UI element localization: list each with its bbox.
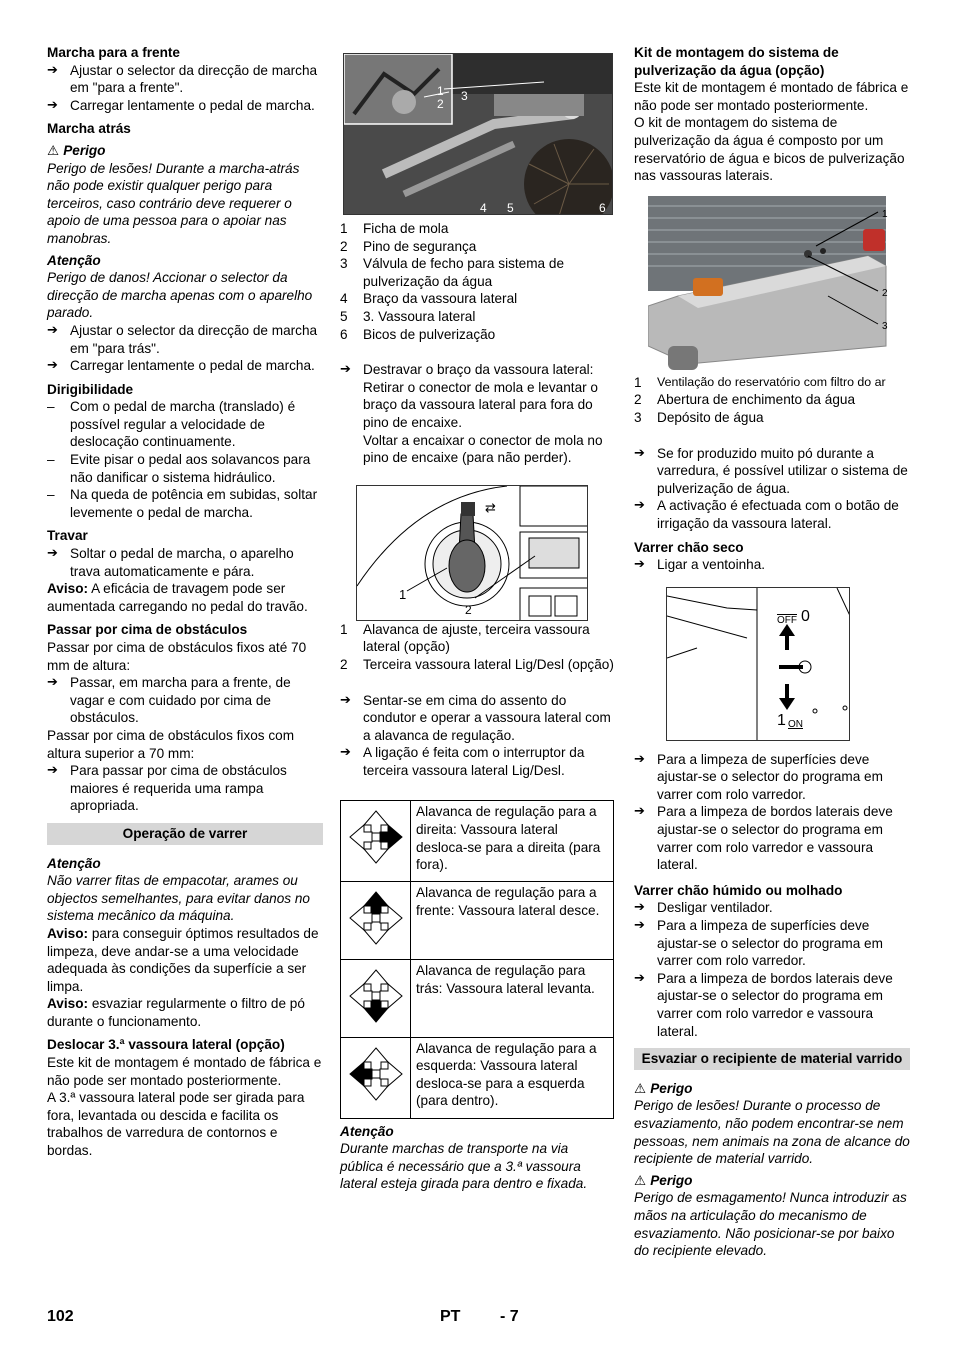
step-continuation: Voltar a encaixar o conector de mola no pino de encaixe (para não perder). xyxy=(363,432,603,466)
callout-1: 1 xyxy=(882,208,888,220)
heading-marcha-frente: Marcha para a frente xyxy=(47,45,180,60)
callout-5: 5 xyxy=(507,201,514,215)
heading-dirigibilidade: Dirigibilidade xyxy=(47,381,134,397)
legend-item: 2 Pino de segurança xyxy=(340,238,477,254)
step: ➔ Carregar lentamente o pedal de marcha. xyxy=(47,97,323,115)
table-cell: Alavanca de regulação para trás: Vassoura lateral levanta. xyxy=(411,960,614,1038)
step: ➔ Para a limpeza de superfícies deve ajustar-se o selector do programa em varrer com rolo varredor. xyxy=(634,751,910,804)
arrow-down xyxy=(364,922,388,944)
callout-1: 1 xyxy=(437,84,444,98)
on-label: ON xyxy=(788,718,803,730)
legend-item: 1 Ventilação do reservatório com filtro do ar xyxy=(634,374,886,390)
heading-chao-seco: Varrer chão seco xyxy=(634,539,744,555)
arrow-up xyxy=(364,970,388,992)
step: ➔ Para a limpeza de superfícies deve ajustar-se o selector do programa em varrer com rolo varredor. xyxy=(634,917,910,970)
step: ➔ Para a limpeza de bordos laterais deve ajustar-se o selector do programa em varrer com rolo varredor e vassoura lateral. xyxy=(634,970,910,1040)
heading-marcha-tras: Marcha atrás xyxy=(47,121,131,137)
arrow-left xyxy=(350,984,372,1008)
section-title-operacao: Operação de varrer xyxy=(47,823,323,845)
list-item: – Com o pedal de marcha (translado) é possível regular a velocidade de deslocação continuamente. xyxy=(47,398,323,451)
arrow-down xyxy=(364,1078,388,1100)
step: ➔ Ajustar o selector da direcção de marcha em "para trás". xyxy=(47,322,323,357)
step: ➔ Ajustar o selector da direcção de marcha em "para a frente". xyxy=(47,62,323,97)
off-zero-label: 0 xyxy=(801,607,810,625)
table-cell: Alavanca de regulação para a direita: Vassoura lateral desloca-se para a direita (para fora). xyxy=(411,801,614,882)
step: ➔ A ligação é feita com o interruptor da terceira vassoura lateral Lig/Desl. xyxy=(340,744,614,779)
arrow-up xyxy=(364,811,388,833)
heading-deslocar: Deslocar 3.ª vassoura lateral (opção) xyxy=(47,1037,285,1053)
perigo-text: Perigo de lesões! Durante o processo de esvaziamento, não podem encontrar-se nem pessoas, nem animais na zona de alcance do recipiente de material varrido. xyxy=(634,1098,910,1167)
heading-travar: Travar xyxy=(47,528,88,544)
aviso: Aviso: esvaziar regularmente o filtro de pó durante o funcionamento. xyxy=(47,996,305,1029)
photo-side-brush-mechanism xyxy=(343,53,613,215)
lever-direction-table xyxy=(340,800,614,1118)
column-right xyxy=(634,44,910,1260)
step: ➔ Ligar a ventoinha. xyxy=(634,556,910,574)
column-middle xyxy=(340,44,614,1193)
atencao-text: Não varrer fitas de empacotar, arames ou objectos semelhantes, para evitar danos no sistema mecânico da máquina. xyxy=(47,873,310,924)
arrow-down xyxy=(364,1000,388,1022)
arrow-up xyxy=(364,892,388,914)
warning-icon: ⚠ xyxy=(634,1172,647,1188)
photo-side-brush-illustration xyxy=(344,54,613,215)
fan-switch-illustration xyxy=(667,588,850,741)
arrow-cross-right-icon xyxy=(341,801,411,882)
legend-item: 1 Ficha de mola xyxy=(340,221,449,236)
perigo-text: Perigo de esmagamento! Nunca introduzir as mãos na articulação do mecanismo de esvaziamento. Não posicionar-se por baixo do recipiente elevado. xyxy=(634,1190,907,1259)
on-one-label: 1 xyxy=(777,711,786,729)
joystick-illustration xyxy=(357,486,588,621)
aviso: Aviso: para conseguir óptimos resultados de limpeza, deve andar-se a uma velocidade adequada às condições da superfície a ser limpa. xyxy=(47,925,319,994)
arrow-right xyxy=(380,1062,402,1086)
table-row xyxy=(341,882,614,960)
warning-icon: ⚠ xyxy=(634,1080,647,1096)
heading-chao-humido: Varrer chão húmido ou molhado xyxy=(634,882,843,898)
atencao-label: Atenção xyxy=(47,855,101,871)
paragraph: A 3.ª vassoura lateral pode ser girada para fora, levantada ou descida e facilita os trabalhos de varredura de contornos e bordas. xyxy=(47,1090,305,1159)
step: ➔ Carregar lentamente o pedal de marcha. xyxy=(47,357,323,375)
list-item: – Evite pisar o pedal aos solavancos para não danificar o sistema hidráulico. xyxy=(47,451,323,486)
legend-item: 1 Alavanca de ajuste, terceira vassoura lateral (opção) xyxy=(340,621,590,655)
water-tank-illustration xyxy=(648,196,908,370)
arrow-cross-down-icon xyxy=(341,960,411,1038)
table-row xyxy=(341,1037,614,1118)
table-cell: Alavanca de regulação para a frente: Vassoura lateral desce. xyxy=(411,882,614,960)
step: ➔ Se for produzido muito pó durante a varredura, é possível utilizar o sistema de pulverização de água. xyxy=(634,445,910,498)
paragraph: Este kit de montagem é montado de fábrica e não pode ser montado posteriormente. xyxy=(47,1055,322,1088)
list-item: – Na queda de potência em subidas, soltar levemente o pedal de marcha. xyxy=(47,486,323,521)
step: ➔ Soltar o pedal de marcha, o aparelho trava automaticamente e pára. xyxy=(47,545,323,580)
perigo-label: ⚠ Perigo xyxy=(47,142,106,158)
perigo-text: Perigo de lesões! Durante a marcha-atrás não pode existir qualquer perigo para terceiros, caso contrário deve requerer o apoio de uma pessoa para o apoiar nas manobras. xyxy=(47,160,300,246)
paragraph: Este kit de montagem é montado de fábrica e não pode ser montado posteriormente. xyxy=(634,80,909,113)
perigo-label: ⚠ Perigo xyxy=(634,1172,693,1188)
step: ➔ Para a limpeza de bordos laterais deve ajustar-se o selector do programa em varrer com rolo varredor e vassoura lateral. xyxy=(634,803,910,873)
step: ➔ Passar, em marcha para a frente, de vagar e com cuidado por cima de obstáculos. xyxy=(47,674,323,727)
figure-fan-switch xyxy=(666,587,850,741)
svg-text:⇄: ⇄ xyxy=(485,500,496,516)
off-label: $\overline{OFF}$ xyxy=(777,614,797,626)
legend-item: 5 3. Vassoura lateral xyxy=(340,308,476,324)
table-row xyxy=(341,960,614,1038)
warning-icon: ⚠ xyxy=(47,142,60,158)
heading-kit-pulverizacao: Kit de montagem do sistema de pulverização da água (opção) xyxy=(634,45,839,78)
arrow-up xyxy=(364,1048,388,1070)
arrow-right xyxy=(380,984,402,1008)
callout-2: 2 xyxy=(437,97,444,111)
perigo-label: ⚠ Perigo xyxy=(634,1080,693,1096)
page-sub-number: - 7 xyxy=(500,1308,519,1325)
callout-4: 4 xyxy=(480,201,487,215)
aviso: Aviso: A eficácia de travagem pode ser aumentada carregando no pedal do travão. xyxy=(47,581,308,614)
photo-water-tank xyxy=(648,196,908,370)
step: ➔ Sentar-se em cima do assento do condutor e operar a vassoura lateral com a alavanca de regulação. xyxy=(340,692,614,745)
language-code: PT xyxy=(440,1308,461,1325)
legend-item: 3 Válvula de fecho para sistema de pulverização da água xyxy=(340,256,565,289)
legend-item: 4 Braço da vassoura lateral xyxy=(340,291,518,307)
paragraph: Passar por cima de obstáculos fixos até 70 mm de altura: xyxy=(47,640,307,673)
callout-2: 2 xyxy=(465,602,472,617)
arrow-cross-up-icon xyxy=(341,882,411,960)
arrow-left xyxy=(350,825,372,849)
column-left xyxy=(47,44,323,1160)
arrow-left xyxy=(350,906,372,930)
arrow-down xyxy=(364,841,388,863)
legend-item: 2 Terceira vassoura lateral Lig/Desl (opção) xyxy=(340,656,614,672)
legend-item: 6 Bicos de pulverização xyxy=(340,326,496,342)
atencao-label: Atenção xyxy=(340,1123,394,1139)
arrow-cross-left-icon xyxy=(341,1037,411,1118)
section-title-esvaziar: Esvaziar o recipiente de material varrido xyxy=(634,1048,910,1070)
step: ➔ Destravar o braço da vassoura lateral: Retirar o conector de mola e levantar o braço da vassoura lateral para fora do pino de encaixe. xyxy=(340,361,614,431)
page-number: 102 xyxy=(47,1308,74,1325)
paragraph: Passar por cima de obstáculos fixos com altura superior a 70 mm: xyxy=(47,727,295,761)
atencao-text: Durante marchas de transporte na via pública é necessário que a 3.ª vassoura lateral esteja girada para dentro e fixada. xyxy=(340,1141,588,1192)
atencao-text: Perigo de danos! Accionar o selector da direcção de marcha apenas com o aparelho parado. xyxy=(47,270,313,321)
legend-item: 2 Abertura de enchimento da água xyxy=(634,392,856,408)
table-row xyxy=(341,801,614,882)
atencao-label: Atenção xyxy=(47,252,101,268)
table-cell: Alavanca de regulação para a esquerda: Vassoura lateral desloca-se para a esquerda (para dentro). xyxy=(411,1037,614,1118)
arrow-right xyxy=(380,906,402,930)
step: ➔ Para passar por cima de obstáculos maiores é requerida uma rampa apropriada. xyxy=(47,762,323,815)
step: ➔ A activação é efectuada com o botão de irrigação da vassoura lateral. xyxy=(634,497,910,532)
callout-3: 3 xyxy=(461,89,468,103)
figure-joystick-panel xyxy=(356,485,588,621)
step: ➔ Desligar ventilador. xyxy=(634,899,910,917)
legend-item: 3 Depósito de água xyxy=(634,409,764,425)
callout-2: 2 xyxy=(882,287,888,299)
callout-3: 3 xyxy=(882,320,888,332)
callout-6: 6 xyxy=(599,201,606,215)
arrow-left xyxy=(350,1062,372,1086)
heading-obstaculos: Passar por cima de obstáculos xyxy=(47,622,248,638)
callout-1: 1 xyxy=(399,586,407,602)
paragraph: O kit de montagem do sistema de pulverização da água é composto por um reservatório de água e bicos de pulverização nas vassouras laterais. xyxy=(634,115,905,184)
arrow-right xyxy=(380,825,402,849)
